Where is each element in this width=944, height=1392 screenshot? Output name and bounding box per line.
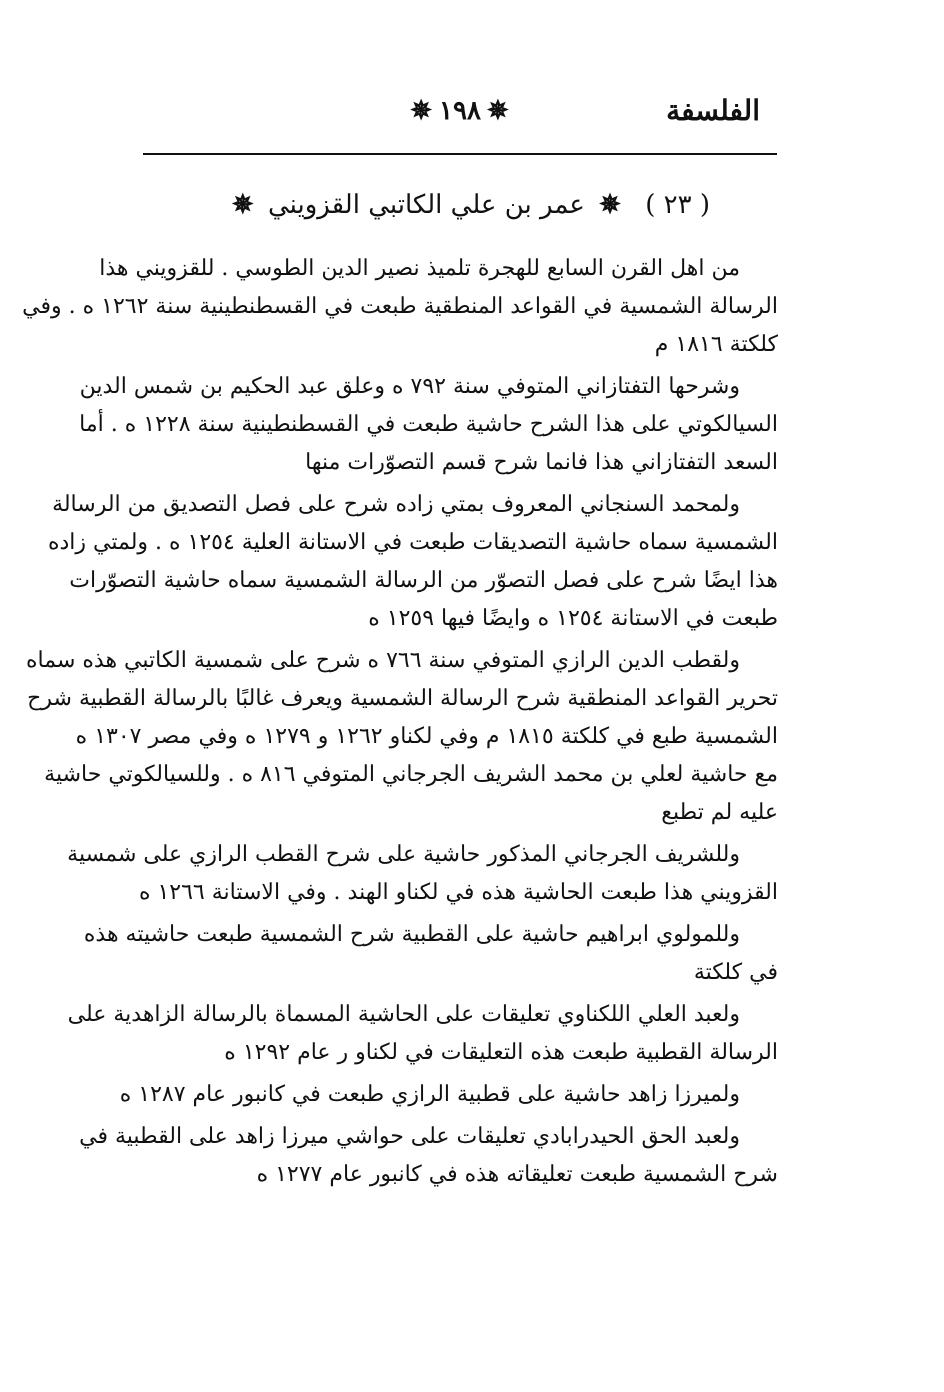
paragraph bbox=[79, 1118, 778, 1194]
text-line: الشمسية سماه حاشية التصديقات طبعت في الاستانة العلية ١٢٥٤ ه . ولمتي زاده bbox=[47, 530, 778, 555]
section-title: عمر بن علي الكاتبي القزويني bbox=[267, 190, 585, 220]
paragraph bbox=[26, 642, 778, 832]
text-line: الشمسية طبع في كلكتة ١٨١٥ م وفي لكناو ١٢٦٢ و ١٢٧٩ ه وفي مصر ١٣٠٧ ه bbox=[75, 724, 778, 749]
text-line: تحرير القواعد المنطقية شرح الرسالة الشمسية ويعرف غالبًا بالرسالة القطبية شرح bbox=[27, 686, 778, 711]
text-line: ولعبد العلي اللكناوي تعليقات على الحاشية المسماة بالرسالة الزاهدية على bbox=[67, 1002, 740, 1027]
page-number: ١٩٨ bbox=[439, 96, 481, 126]
section-heading bbox=[231, 190, 710, 234]
paragraph bbox=[47, 486, 778, 638]
text-line: هذا ايضًا شرح على فصل التصوّر من الرسالة الشمسية سماه حاشية التصوّرات bbox=[69, 568, 778, 593]
ornament-star-icon: ✵ bbox=[231, 190, 254, 220]
text-line: الرسالة الشمسية في القواعد المنطقية طبعت في القسطنطينية سنة ١٢٦٢ ه . وفي bbox=[22, 294, 778, 319]
text-line: كلكتة ١٨١٦ م bbox=[654, 332, 778, 357]
text-line: طبعت في الاستانة ١٢٥٤ ه وايضًا فيها ١٢٥٩ ه bbox=[368, 606, 778, 631]
text-line: شرح الشمسية طبعت تعليقاته هذه في كانبور عام ١٢٧٧ ه bbox=[256, 1162, 778, 1187]
text-line: مع حاشية لعلي بن محمد الشريف الجرجاني المتوفي ٨١٦ ه . وللسيالكوتي حاشية bbox=[44, 762, 778, 787]
header-rule bbox=[143, 153, 777, 155]
text-line: من اهل القرن السابع للهجرة تلميذ نصير الدين الطوسي . للقزويني هذا bbox=[99, 256, 740, 281]
paragraph bbox=[22, 250, 778, 364]
paragraph bbox=[79, 368, 778, 482]
text-line: وشرحها التفتازاني المتوفي سنة ٧٩٢ ه وعلق عبد الحكيم بن شمس الدين bbox=[79, 374, 740, 399]
paragraph bbox=[83, 916, 778, 992]
text-line: عليه لم تطبع bbox=[661, 800, 778, 825]
text-line: ولعبد الحق الحيدرابادي تعليقات على حواشي ميرزا زاهد على القطبية في bbox=[79, 1124, 740, 1149]
page-number-group bbox=[400, 96, 520, 126]
section-number: ( ٢٣ ) bbox=[645, 190, 710, 220]
text-line: وللمولوي ابراهيم حاشية على القطبية شرح الشمسية طبعت حاشيته هذه bbox=[83, 922, 740, 947]
text-line: ولقطب الدين الرازي المتوفي سنة ٧٦٦ ه شرح على شمسية الكاتبي هذه سماه bbox=[26, 648, 740, 673]
text-line: في كلكتة bbox=[693, 960, 778, 985]
text-line: السيالكوتي على هذا الشرح حاشية طبعت في القسطنطينية سنة ١٢٢٨ ه . أما bbox=[79, 412, 778, 437]
text-line: وللشريف الجرجاني المذكور حاشية على شرح القطب الرازي على شمسية bbox=[67, 842, 740, 867]
text-line: السعد التفتازاني هذا فانما شرح قسم التصوّرات منها bbox=[305, 450, 778, 475]
text-line: الرسالة القطبية طبعت هذه التعليقات في لكناو ر عام ١٢٩٢ ه bbox=[224, 1040, 778, 1065]
ornament-star-icon: ✵ bbox=[599, 190, 621, 220]
ornament-star-icon: ✵ bbox=[486, 96, 510, 126]
paragraph bbox=[67, 836, 778, 912]
page-header bbox=[145, 92, 760, 142]
ornament-star-icon: ✵ bbox=[410, 96, 434, 126]
running-title: الفلسفة bbox=[666, 94, 760, 127]
paragraph bbox=[67, 996, 778, 1072]
body-text bbox=[22, 250, 778, 1198]
text-line: القزويني هذا طبعت الحاشية هذه في لكناو الهند . وفي الاستانة ١٢٦٦ ه bbox=[138, 880, 778, 905]
paragraph bbox=[119, 1076, 778, 1114]
text-line: ولمحمد السنجاني المعروف بمتي زاده شرح على فصل التصديق من الرسالة bbox=[52, 492, 740, 517]
text-line: ولميرزا زاهد حاشية على قطبية الرازي طبعت في كانبور عام ١٢٨٧ ه bbox=[119, 1082, 740, 1107]
